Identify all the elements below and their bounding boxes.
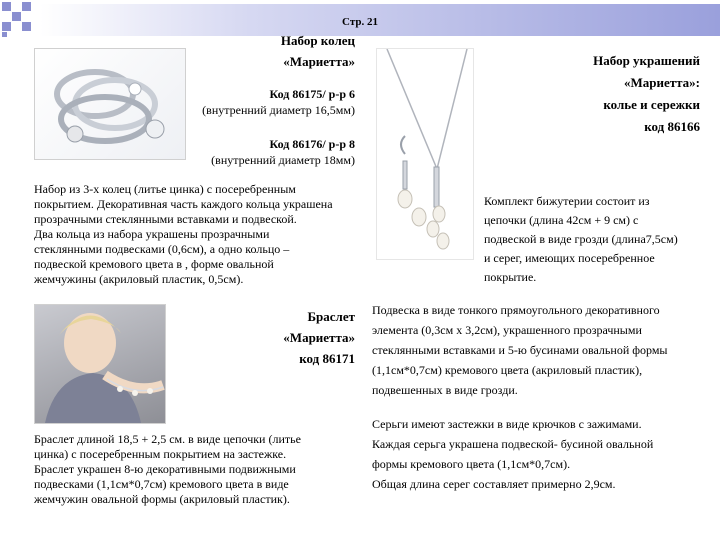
- page-number: Стр. 21: [342, 16, 378, 28]
- pendant-desc-line: подвешенных в виде грозди.: [372, 383, 518, 397]
- rings-code1-block: [160, 86, 355, 118]
- decor-square: [22, 2, 31, 11]
- rings-title-line2: «Мариетта»: [283, 54, 355, 69]
- rings-desc-line: Два кольца из набора украшены прозрачными: [34, 227, 270, 241]
- rings-code2: Код 86176/ р-р 8: [269, 137, 355, 151]
- rings-desc-line: Набор из 3-х колец (литье цинка) с посеребренным: [34, 182, 296, 196]
- pendant-desc-line: (1,1см*0,7см) кремового цвета (акриловый пластик),: [372, 363, 643, 377]
- set-desc-line: Комплект бижутерии состоит из: [484, 194, 650, 208]
- bracelet-desc-line: жемчужин овальной формы (акриловый пластик).: [34, 492, 290, 506]
- bracelet-title: [230, 306, 355, 369]
- set-desc-line: покрытие.: [484, 270, 537, 284]
- decor-square: [12, 12, 21, 21]
- bracelet-desc-line: Браслет длиной 18,5 + 2,5 см. в виде цепочки (литье: [34, 432, 301, 446]
- rings-desc-line: подвеской кремового цвета в , форме овальной: [34, 257, 274, 271]
- rings-title: [200, 30, 355, 72]
- bracelet-title-line3: код 86171: [299, 351, 355, 366]
- set-title-line3: колье и сережки: [603, 97, 700, 112]
- pendant-description: [372, 300, 712, 400]
- earrings-description: [372, 414, 712, 494]
- pendant-desc-line: стеклянными вставками и 5-ю бусинами овальной формы: [372, 343, 668, 357]
- set-title-line1: Набор украшений: [593, 53, 700, 68]
- decor-square: [2, 2, 11, 11]
- bracelet-desc-line: подвесками (1,1см*0,7см) кремового цвета в виде: [34, 477, 289, 491]
- rings-title-line1: Набор колец: [280, 33, 355, 48]
- rings-code1: Код 86175/ р-р 6: [269, 87, 355, 101]
- rings-code2-block: [160, 136, 355, 168]
- pendant-desc-line: Подвеска в виде тонкого прямоугольного декоративного: [372, 303, 660, 317]
- rings-desc-line: прозрачными стеклянными вставками и подвеской.: [34, 212, 297, 226]
- bracelet-desc-line: цинка) с посеребренным покрытием на застежке.: [34, 447, 287, 461]
- earrings-desc-line: Общая длина серег составляет примерно 2,9см.: [372, 477, 616, 491]
- earrings-desc-line: формы кремового цвета (1,1см*0,7см).: [372, 457, 571, 471]
- set-title-line2: «Мариетта»:: [623, 75, 700, 90]
- rings-desc-line: жемчужины (акриловый пластик, 0,5см).: [34, 272, 244, 286]
- set-desc-line: цепочки (длина 42см + 9 см) с: [484, 213, 639, 227]
- rings-desc-line: стеклянными подвесками (0,6см), а одно кольцо –: [34, 242, 290, 256]
- rings-code1-note: (внутренний диаметр 16,5мм): [202, 103, 355, 117]
- decor-square: [2, 32, 7, 37]
- decor-square: [2, 22, 11, 31]
- rings-code2-note: (внутренний диаметр 18мм): [211, 153, 355, 167]
- set-title: [540, 50, 700, 138]
- bracelet-title-line2: «Мариетта»: [283, 330, 355, 345]
- set-description: [484, 192, 709, 287]
- set-title-line4: код 86166: [644, 119, 700, 134]
- set-desc-line: и серег, имеющих посеребренное: [484, 251, 655, 265]
- bracelet-model-photo: [34, 304, 166, 424]
- set-desc-line: подвеской в виде грозди (длина7,5см): [484, 232, 678, 246]
- necklace-earrings-photo: [376, 48, 474, 260]
- bracelet-title-line1: Браслет: [307, 309, 355, 324]
- bracelet-desc-line: Браслет украшен 8-ю декоративными подвижными: [34, 462, 296, 476]
- rings-desc-line: покрытием. Декоративная часть каждого кольца украшена: [34, 197, 333, 211]
- earrings-desc-line: Каждая серьга украшена подвеской- бусиной овальной: [372, 437, 654, 451]
- decor-square: [22, 22, 31, 31]
- earrings-desc-line: Серьги имеют застежки в виде крючков с зажимами.: [372, 417, 642, 431]
- rings-description: [34, 182, 359, 287]
- bracelet-description: [34, 432, 359, 507]
- pendant-desc-line: элемента (0,3см х 3,2см), украшенного прозрачными: [372, 323, 642, 337]
